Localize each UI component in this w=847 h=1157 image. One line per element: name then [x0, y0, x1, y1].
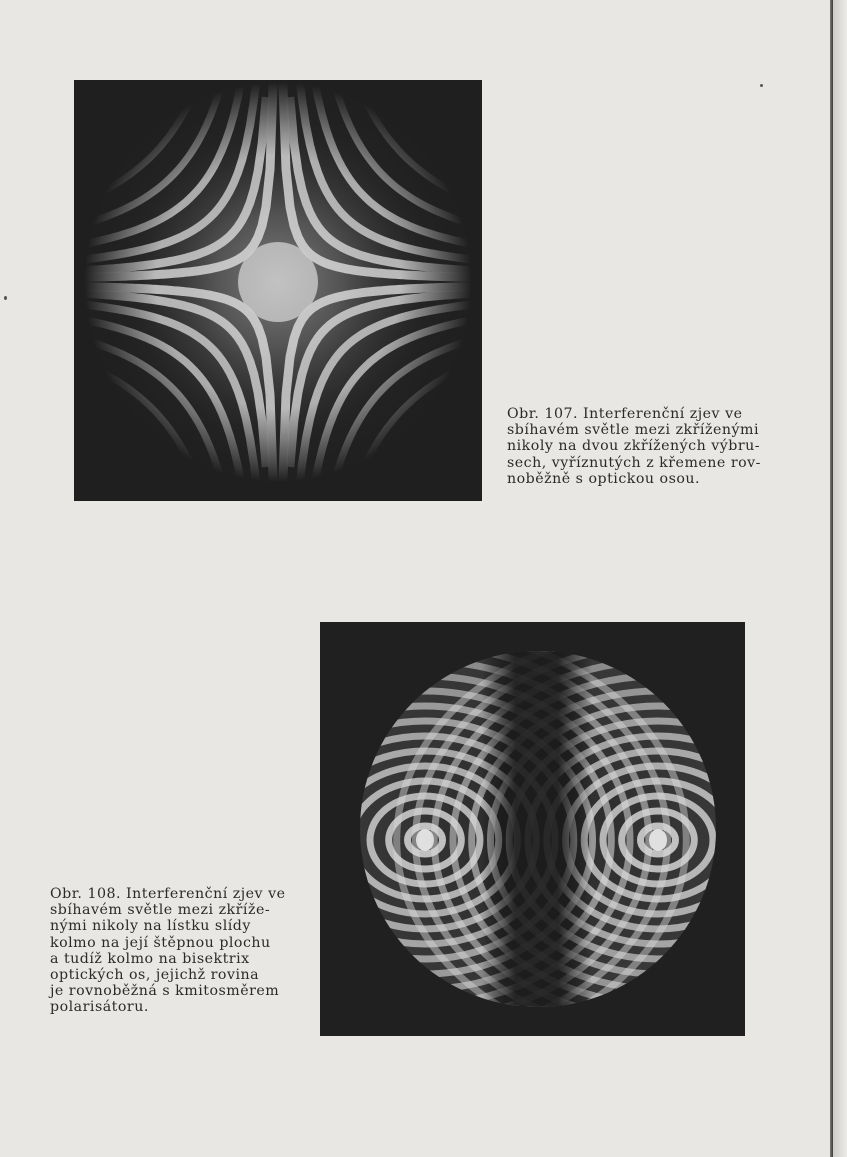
figure-108-photo — [320, 622, 745, 1036]
caption-line: noběžně s optickou osou. — [507, 470, 701, 487]
caption-line: polarisátoru. — [50, 999, 149, 1016]
caption-line: nými nikoly na lístku slídy — [50, 918, 251, 935]
caption-line: Obr. 107. Interferenční zjev ve — [507, 406, 743, 422]
caption-line: sbíhavém světle mezi zkříže- — [50, 902, 271, 919]
caption-line: sech, vyříznutých z křemene rov- — [507, 454, 761, 471]
paper-speck — [760, 84, 763, 87]
paper-speck — [4, 296, 7, 300]
figure-107-photo — [74, 80, 482, 501]
page-gutter — [833, 0, 847, 1157]
figure-108-interference-pattern — [320, 622, 745, 1036]
caption-line: kolmo na její štěpnou plochu — [50, 934, 271, 951]
page-edge — [830, 0, 833, 1157]
caption-line: optických os, jejichž rovina — [50, 967, 260, 984]
figure-108-caption — [50, 886, 300, 1016]
figure-107-interference-pattern — [74, 80, 482, 501]
caption-line: je rovnoběžná s kmitosměrem — [50, 983, 280, 1000]
caption-line: a tudíž kolmo na bisektrix — [50, 950, 250, 967]
figure-107-caption — [507, 406, 781, 487]
caption-line: sbíhavém světle mezi zkříženými — [507, 422, 759, 439]
caption-line: nikoly na dvou zkřížených výbru- — [507, 438, 761, 455]
caption-line: Obr. 108. Interferenční zjev ve — [50, 886, 286, 902]
